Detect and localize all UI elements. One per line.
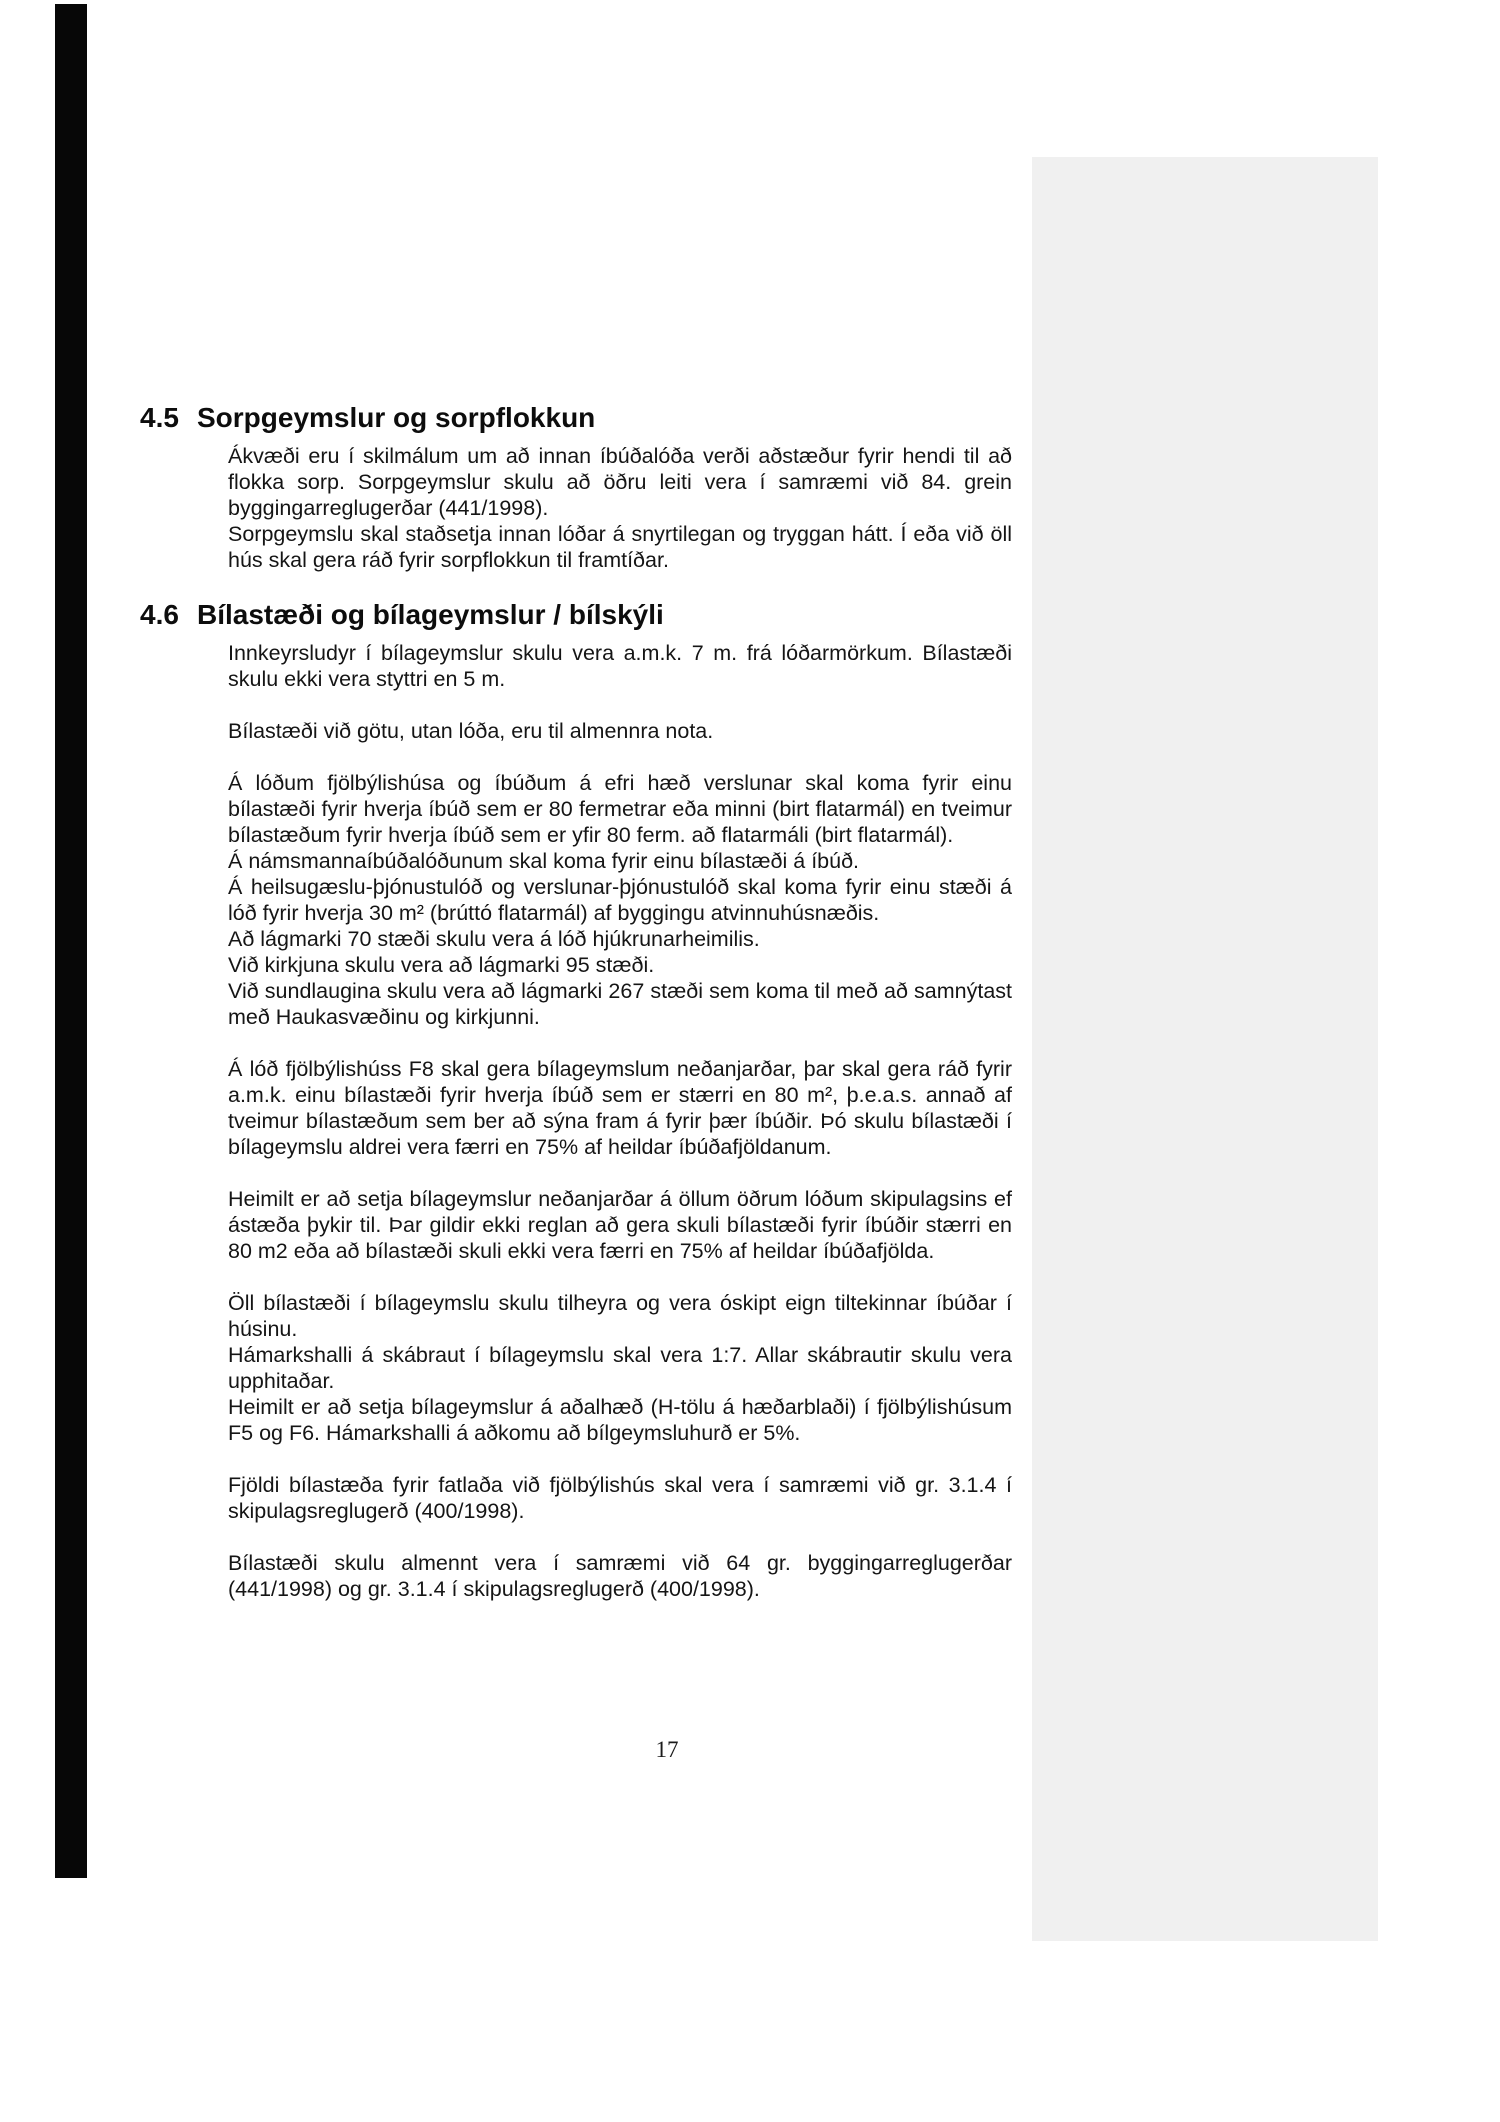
text-block xyxy=(228,640,1012,692)
paragraph: Hámarkshalli á skábraut í bílageymslu skal vera 1:7. Allar skábrautir skulu vera upphitaðar. xyxy=(228,1343,1012,1393)
text-block xyxy=(228,443,1012,573)
paragraph: Innkeyrsludyr í bílageymslur skulu vera a.m.k. 7 m. frá lóðarmörkum. Bílastæði skulu ekki vera styttri en 5 m. xyxy=(228,641,1012,691)
paragraph: Bílastæði við götu, utan lóða, eru til almennra nota. xyxy=(228,719,714,743)
scan-page-shadow-panel xyxy=(1032,157,1378,1941)
paragraph: Á lóðum fjölbýlishúsa og íbúðum á efri hæð verslunar skal koma fyrir einu bílastæði fyrir hverja íbúð sem er 80 fermetrar eða minni (birt flatarmál) en tveimur bílastæðum fyrir hverja íbúð sem er yfir 80 ferm. að flatarmáli (birt flatarmál). xyxy=(228,771,1012,847)
section-number: 4.6 xyxy=(140,599,179,630)
section-number: 4.5 xyxy=(140,402,179,433)
paragraph: Ákvæði eru í skilmálum um að innan íbúðalóða verði aðstæður fyrir hendi til að flokka sorp. Sorpgeymslur skulu að öðru leiti vera í samræmi við 84. grein byggingarreglugerðar (441/1998). xyxy=(228,444,1012,520)
section-blocks xyxy=(228,443,1015,573)
section-title: Sorpgeymslur og sorpflokkun xyxy=(197,402,596,433)
text-block xyxy=(228,1290,1012,1446)
text-block xyxy=(228,718,1012,744)
paragraph: Bílastæði skulu almennt vera í samræmi við 64 gr. byggingarreglugerðar (441/1998) og gr. 3.1.4 í skipulagsreglugerð (400/1998). xyxy=(228,1551,1012,1601)
paragraph: Við kirkjuna skulu vera að lágmarki 95 stæði. xyxy=(228,953,655,977)
text-block xyxy=(228,1056,1012,1160)
section-heading xyxy=(140,599,1015,631)
scan-black-bar-artifact xyxy=(55,4,87,1878)
text-block xyxy=(228,1186,1012,1264)
text-block xyxy=(228,1472,1012,1524)
paragraph: Við sundlaugina skulu vera að lágmarki 267 stæði sem koma til með að samnýtast með Haukasvæðinu og kirkjunni. xyxy=(228,979,1012,1029)
text-block xyxy=(228,1550,1012,1602)
paragraph: Öll bílastæði í bílageymslu skulu tilheyra og vera óskipt eign tiltekinnar íbúðar í húsinu. xyxy=(228,1291,1012,1341)
paragraph: Heimilt er að setja bílageymslur á aðalhæð (H-tölu á hæðarblaði) í fjölbýlishúsum F5 og F6. Hámarkshalli á aðkomu að bílgeymsluhurð er 5%. xyxy=(228,1395,1012,1445)
paragraph: Heimilt er að setja bílageymslur neðanjarðar á öllum öðrum lóðum skipulagsins ef ástæða þykir til. Þar gildir ekki reglan að gera skuli bílastæði fyrir íbúðir stærri en 80 m2 eða að bílastæði skuli ekki vera færri en 75% af heildar íbúðafjölda. xyxy=(228,1187,1012,1263)
section-blocks xyxy=(228,640,1015,1602)
paragraph: Fjöldi bílastæða fyrir fatlaða við fjölbýlishús skal vera í samræmi við gr. 3.1.4 í skipulagsreglugerð (400/1998). xyxy=(228,1473,1012,1523)
paragraph: Á námsmannaíbúðalóðunum skal koma fyrir einu bílastæði á íbúð. xyxy=(228,849,860,873)
section-title: Bílastæði og bílageymslur / bílskýli xyxy=(197,599,664,630)
section xyxy=(140,599,1015,1602)
page-number: 17 xyxy=(655,1737,679,1762)
text-block xyxy=(228,770,1012,1030)
paragraph: Á lóð fjölbýlishúss F8 skal gera bílageymslum neðanjarðar, þar skal gera ráð fyrir a.m.k. einu bílastæði fyrir hverja íbúð sem er stærri en 80 m², þ.e.a.s. annað af tveimur bílastæðum sem ber að sýna fram á fyrir þær íbúðir. Þó skulu bílastæði í bílageymslu aldrei vera færri en 75% af heildar íbúðafjöldanum. xyxy=(228,1057,1012,1159)
section xyxy=(140,402,1015,573)
document-content xyxy=(140,402,1015,1628)
section-heading xyxy=(140,402,1015,434)
paragraph: Sorpgeymslu skal staðsetja innan lóðar á snyrtilegan og tryggan hátt. Í eða við öll hús skal gera ráð fyrir sorpflokkun til framtíðar. xyxy=(228,522,1012,572)
paragraph: Á heilsugæslu-þjónustulóð og verslunar-þjónustulóð skal koma fyrir einu stæði á lóð fyrir hverja 30 m² (brúttó flatarmál) af byggingu atvinnuhúsnæðis. xyxy=(228,875,1012,925)
paragraph: Að lágmarki 70 stæði skulu vera á lóð hjúkrunarheimilis. xyxy=(228,927,760,951)
